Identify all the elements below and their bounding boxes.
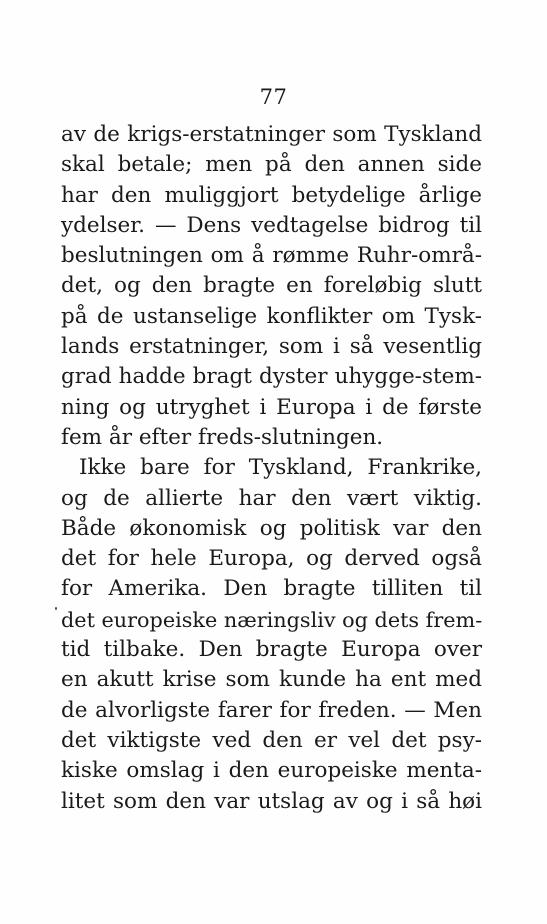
paragraph-start-line: Ikke bare for Tyskland, Frankrike, (79, 455, 482, 481)
text-line: kiske omslag i den europeiske menta- (61, 758, 482, 784)
print-speck (55, 607, 57, 610)
text-line: lands erstatninger, som i så vesentlig (61, 334, 482, 360)
text-line: litet som den var utslag av og i så høi (61, 788, 482, 814)
text-line: det, og den bragte en foreløbig slutt (61, 273, 482, 299)
text-line: på de ustanselige konflikter om Tysk- (61, 303, 482, 329)
page-number: 77 (259, 85, 288, 109)
text-line: det for hele Europa, og derved også (61, 546, 482, 572)
text-line: det viktigste ved den er vel det psy- (61, 727, 482, 753)
text-line: en akutt krise som kunde ha ent med (61, 667, 482, 693)
text-line: de alvorligste farer for freden. — Men (61, 697, 482, 723)
body-text (61, 120, 482, 817)
text-line: ydelser. — Dens vedtagelse bidrog til (61, 212, 482, 238)
text-line: for Amerika. Den bragte tilliten til (61, 576, 482, 602)
paragraph-end-line: fem år efter freds-slutningen. (61, 424, 384, 450)
text-line: det europeiske næringsliv og dets frem- (61, 607, 483, 632)
text-line: grad hadde bragt dyster uhygge-stem- (61, 364, 482, 390)
text-line: og de allierte har den vært viktig. (61, 485, 482, 511)
text-line: tid tilbake. Den bragte Europa over (61, 637, 482, 663)
text-line: har den muliggjort betydelige årlige (61, 182, 482, 208)
text-line: skal betale; men på den annen side (61, 152, 482, 178)
text-line: av de krigs-erstatninger som Tyskland (61, 122, 482, 147)
text-line: Både økonomisk og politisk var den (61, 515, 482, 541)
text-line: beslutningen om å rømme Ruhr-områ- (61, 243, 482, 269)
text-line: ning og utryghet i Europa i de første (61, 394, 482, 420)
